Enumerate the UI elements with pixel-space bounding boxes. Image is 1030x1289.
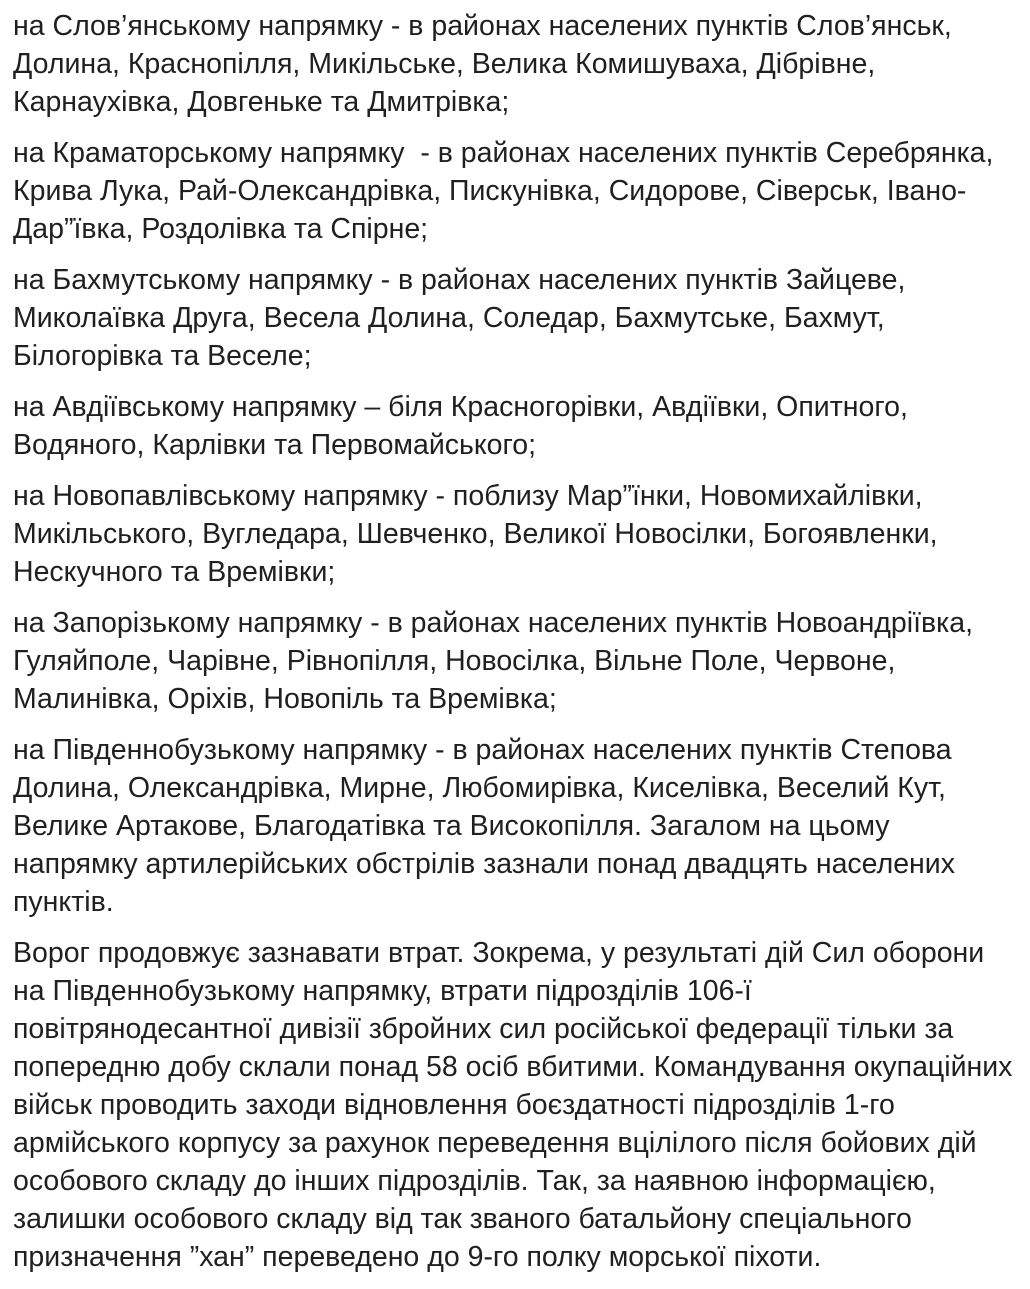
report-paragraph-enemy-losses: Ворог продовжує зазнавати втрат. Зокрема, у результаті дій Сил оборони на Південнобузькому напрямку, втрати підрозділів 106-ї повітрянодесантної дивізії збройних сил російської федерації тільки за попередню добу склали понад 58 осіб вбитими. Командування окупаційних військ проводить заходи відновлення боєздатності підрозділів 1-го армійського корпусу за рахунок переведення вцілілого після бойових дій особового складу до інших підрозділів. Так, за наявною інформацією, залишки особового складу від так званого батальйону спеціального призначення ”хан” переведено до 9-го полку морської піхоти. — [13, 937, 1021, 1273]
report-paragraph-kramatorsk-direction: на Краматорському напрямку - в районах населених пунктів Серебрянка, Крива Лука, Рай-Олександрівка, Пискунівка, Сидорове, Сіверськ, Івано-Дар”ївка, Роздолівка та Спірне; — [13, 137, 1002, 245]
report-paragraph-zaporizhzhia-direction: на Запорізькому напрямку - в районах населених пунктів Новоандріївка, Гуляйполе, Чарівне, Рівнопілля, Новосілка, Вільне Поле, Червоне, Малинівка, Оріхів, Новопіль та Времівка; — [13, 607, 981, 715]
report-paragraph-sloviansk-direction: на Слов’янському напрямку - в районах населених пунктів Слов’янськ, Долина, Краснопілля, Микільське, Велика Комишуваха, Дібрівне, Карнаухівка, Довгеньке та Дмитрівка; — [13, 10, 960, 118]
report-paragraph-pivdennobuzkyi-direction: на Південнобузькому напрямку - в районах населених пунктів Степова Долина, Олександрівка, Мирне, Любомирівка, Киселівка, Веселий Кут, Велике Артакове, Благодатівка та Високопілля. Загалом на цьому напрямку артилерійських обстрілів зазнали понад двадцять населених пунктів. — [13, 734, 963, 918]
report-paragraph-novopavlivka-direction: на Новопавлівському напрямку - поблизу Мар”їнки, Новомихайлівки, Микільського, Вугледара, Шевченко, Великої Новосілки, Богоявленки, Нескучного та Времівки; — [13, 480, 946, 588]
report-paragraph-bakhmut-direction: на Бахмутському напрямку - в районах населених пунктів Зайцеве, Миколаївка Друга, Весела Долина, Соледар, Бахмутське, Бахмут, Білогорівка та Веселе; — [13, 264, 914, 372]
report-paragraph-avdiivka-direction: на Авдіївському напрямку – біля Красногорівки, Авдіївки, Опитного, Водяного, Карлівки та Первомайського; — [13, 391, 916, 461]
